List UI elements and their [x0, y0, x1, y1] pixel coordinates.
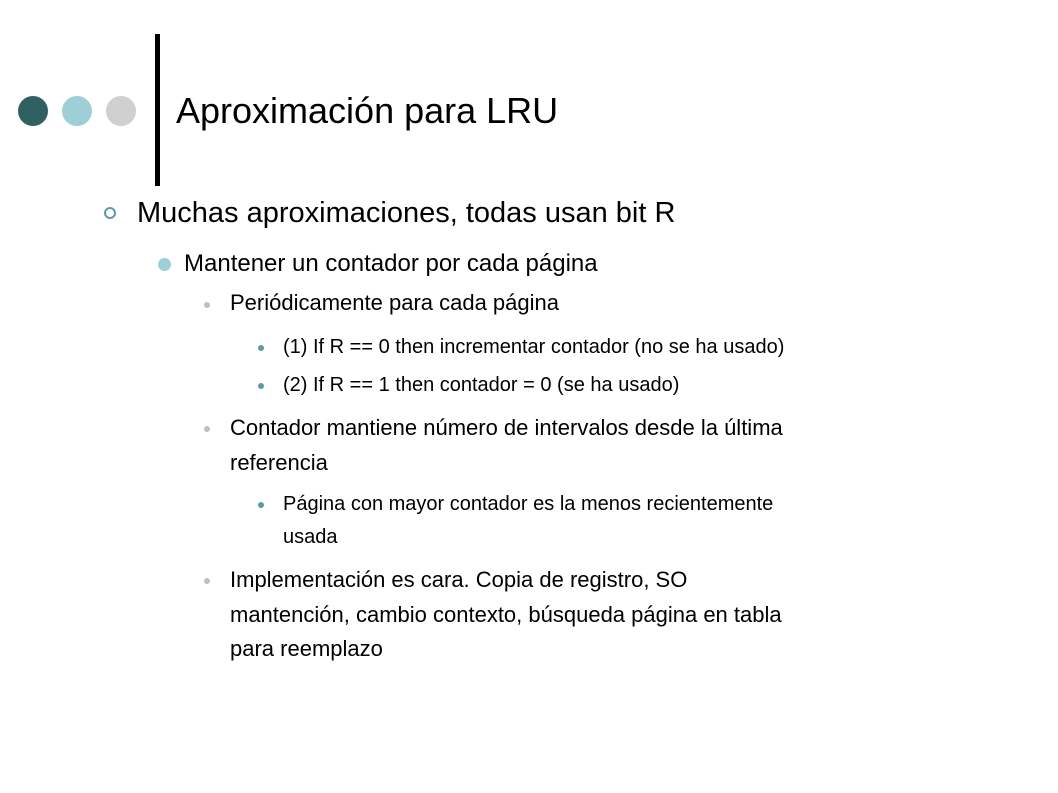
- ring-bullet-icon: [104, 207, 116, 219]
- bullet-level2: Mantener un contador por cada página: [184, 250, 598, 277]
- bullet-level3-contador-line1: Contador mantiene número de intervalos desde la última: [230, 415, 783, 440]
- bullet-level3-implementacion-line1: Implementación es cara. Copia de registro, SO: [230, 567, 688, 592]
- bullet-level3-implementacion-line3: para reemplazo: [230, 636, 383, 661]
- bullet-level3-contador-line2: referencia: [230, 450, 328, 475]
- teal-bullet-icon: [258, 345, 264, 351]
- gray-bullet-icon: [204, 302, 210, 308]
- teal-bullet-icon: [258, 502, 264, 508]
- slide-title: Aproximación para LRU: [176, 90, 559, 131]
- bullet-level4-pagina-line2: usada: [283, 526, 338, 548]
- dot-teal-1: [62, 96, 92, 126]
- bullet-level4-if-r-0: (1) If R == 0 then incrementar contador (no se ha usado): [283, 336, 785, 358]
- dot-dark-1: [18, 96, 48, 126]
- bullet-level3-implementacion-line2: mantención, cambio contexto, búsqueda página en tabla: [230, 602, 782, 627]
- dot-gray-1: [106, 96, 136, 126]
- disc-bullet-icon: [158, 258, 171, 271]
- teal-bullet-icon: [258, 383, 264, 389]
- title-divider-bar: [155, 34, 160, 186]
- bullet-level3-periodicamente: Periódicamente para cada página: [230, 290, 560, 315]
- bullet-level4-if-r-1: (2) If R == 1 then contador = 0 (se ha usado): [283, 374, 680, 396]
- bullet-level1: Muchas aproximaciones, todas usan bit R: [137, 197, 676, 229]
- gray-bullet-icon: [204, 578, 210, 584]
- bullet-level4-pagina-line1: Página con mayor contador es la menos recientemente: [283, 493, 774, 515]
- gray-bullet-icon: [204, 426, 210, 432]
